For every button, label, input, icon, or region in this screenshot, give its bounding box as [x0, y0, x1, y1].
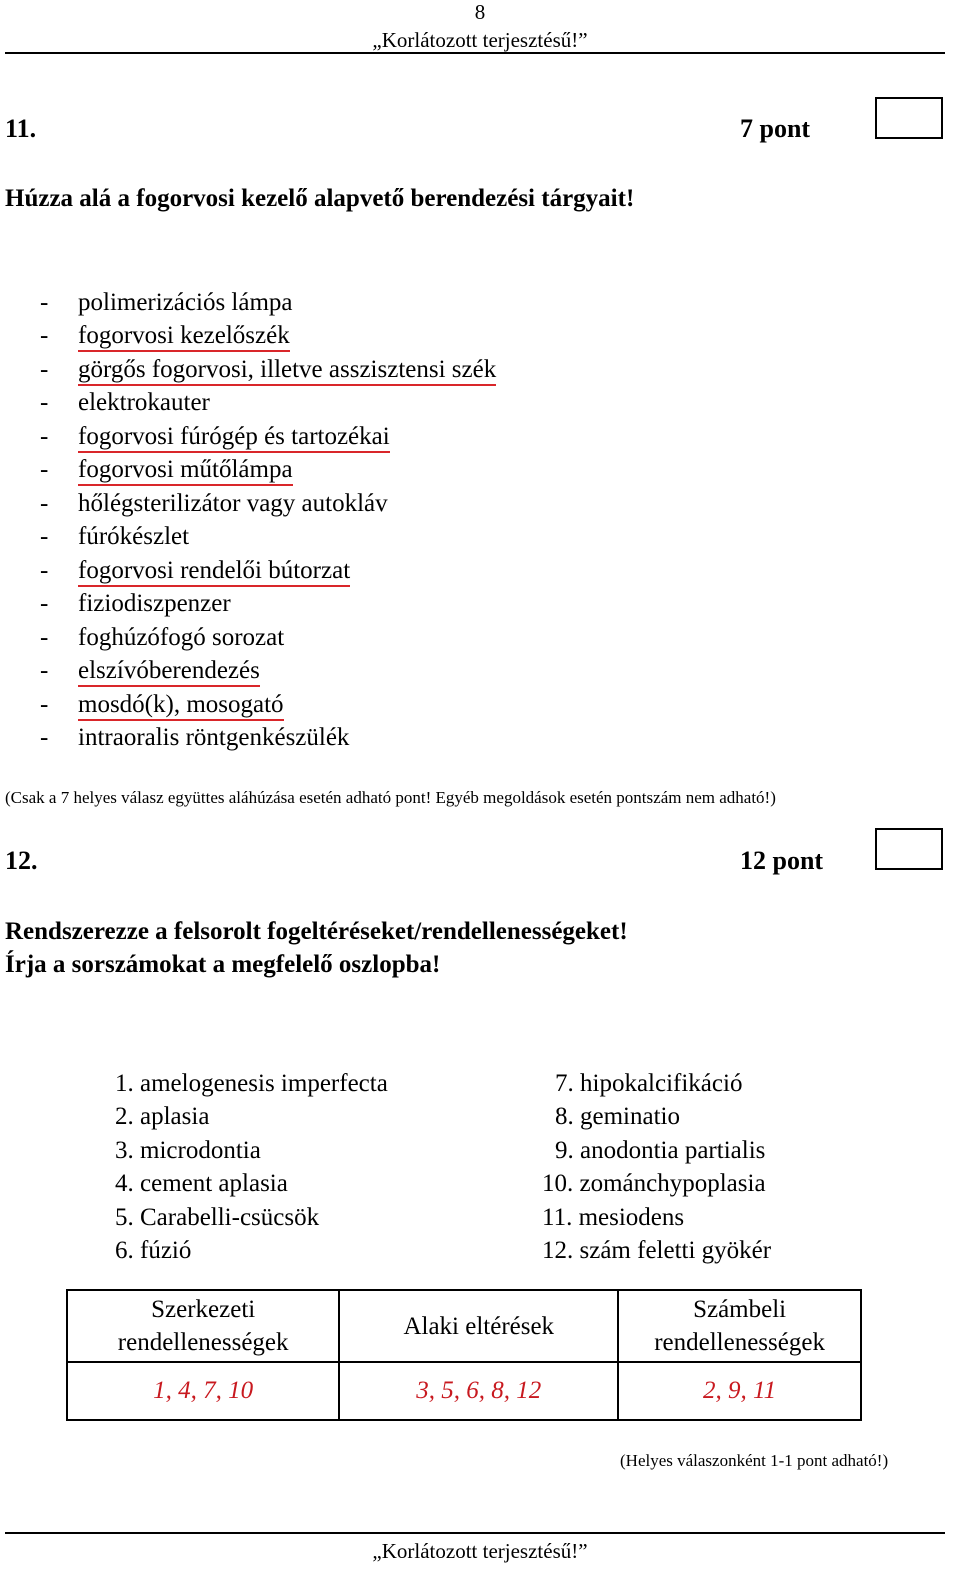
restricted-footer: „Korlátozott terjesztésű!” [372, 1539, 588, 1563]
header-rule [5, 52, 945, 54]
list-item: 6. fúzió [115, 1237, 192, 1264]
list-item[interactable]: - elszívóberendezés [40, 654, 260, 687]
column-header-shape: Alaki eltérések [339, 1290, 618, 1362]
list-item[interactable]: - görgős fogorvosi, illetve asszisztensi szék [40, 353, 496, 386]
list-item[interactable]: - hőlégsterilizátor vagy autokláv [40, 490, 388, 517]
table-row [67, 1362, 861, 1420]
list-item: 1. amelogenesis imperfecta [115, 1070, 388, 1097]
restricted-header: „Korlátozott terjesztésű!” [372, 28, 588, 52]
q12-number: 12. [5, 846, 38, 875]
list-item[interactable]: - fúrókészlet [40, 523, 190, 550]
list-item: 4. cement aplasia [115, 1170, 288, 1197]
list-item: 12. szám feletti gyökér [542, 1237, 772, 1264]
list-item: 11. mesiodens [542, 1204, 685, 1231]
answer-cell-shape[interactable]: 3, 5, 6, 8, 12 [339, 1362, 618, 1420]
list-item: 10. zománchypoplasia [542, 1170, 766, 1197]
table-header-row [67, 1290, 861, 1362]
page-number: 8 [474, 0, 486, 24]
list-item: 9. anodontia partialis [555, 1137, 766, 1164]
q12-score-box[interactable] [875, 828, 943, 870]
q11-points: 7 pont [740, 114, 811, 143]
q11-score-box[interactable] [875, 97, 943, 139]
q12-points: 12 pont [740, 846, 824, 875]
list-item[interactable]: - mosdó(k), mosogató [40, 688, 284, 721]
list-item: 8. geminatio [555, 1103, 680, 1130]
list-item[interactable]: - intraoralis röntgenkészülék [40, 724, 350, 751]
list-item: 7. hipokalcifikáció [555, 1070, 743, 1097]
list-item[interactable]: - fiziodiszpenzer [40, 590, 231, 617]
list-item[interactable]: - polimerizációs lámpa [40, 289, 293, 316]
q12-scoring-note: (Helyes válaszonként 1-1 pont adható!) [620, 1451, 889, 1470]
q12-instruction-line1: Rendszerezze a felsorolt fogeltéréseket/rendellenességeket! [5, 918, 628, 945]
classification-table [66, 1289, 862, 1421]
list-item[interactable]: - fogorvosi fúrógép és tartozékai [40, 420, 390, 453]
list-item[interactable]: - foghúzófogó sorozat [40, 624, 285, 651]
q11-scoring-note: (Csak a 7 helyes válasz együttes aláhúzása esetén adható pont! Egyéb megoldások esetén pontszám nem adható!) [5, 788, 776, 807]
q12-instruction-line2: Írja a sorszámokat a megfelelő oszlopba! [5, 951, 441, 978]
list-item[interactable]: - elektrokauter [40, 389, 210, 416]
list-item: 2. aplasia [115, 1103, 210, 1130]
column-header-numerical: Számbeli rendellenességek [618, 1290, 861, 1362]
answer-cell-structural[interactable]: 1, 4, 7, 10 [67, 1362, 339, 1420]
q11-number: 11. [5, 114, 37, 143]
list-item[interactable]: - fogorvosi rendelői bútorzat [40, 554, 350, 587]
column-header-structural: Szerkezeti rendellenességek [67, 1290, 339, 1362]
q11-instruction: Húzza alá a fogorvosi kezelő alapvető berendezési tárgyait! [5, 185, 635, 212]
list-item: 5. Carabelli-csücsök [115, 1204, 320, 1231]
list-item[interactable]: - fogorvosi műtőlámpa [40, 453, 293, 486]
footer-rule [5, 1532, 945, 1534]
list-item[interactable]: - fogorvosi kezelőszék [40, 319, 290, 352]
list-item: 3. microdontia [115, 1137, 261, 1164]
answer-cell-numerical[interactable]: 2, 9, 11 [618, 1362, 861, 1420]
